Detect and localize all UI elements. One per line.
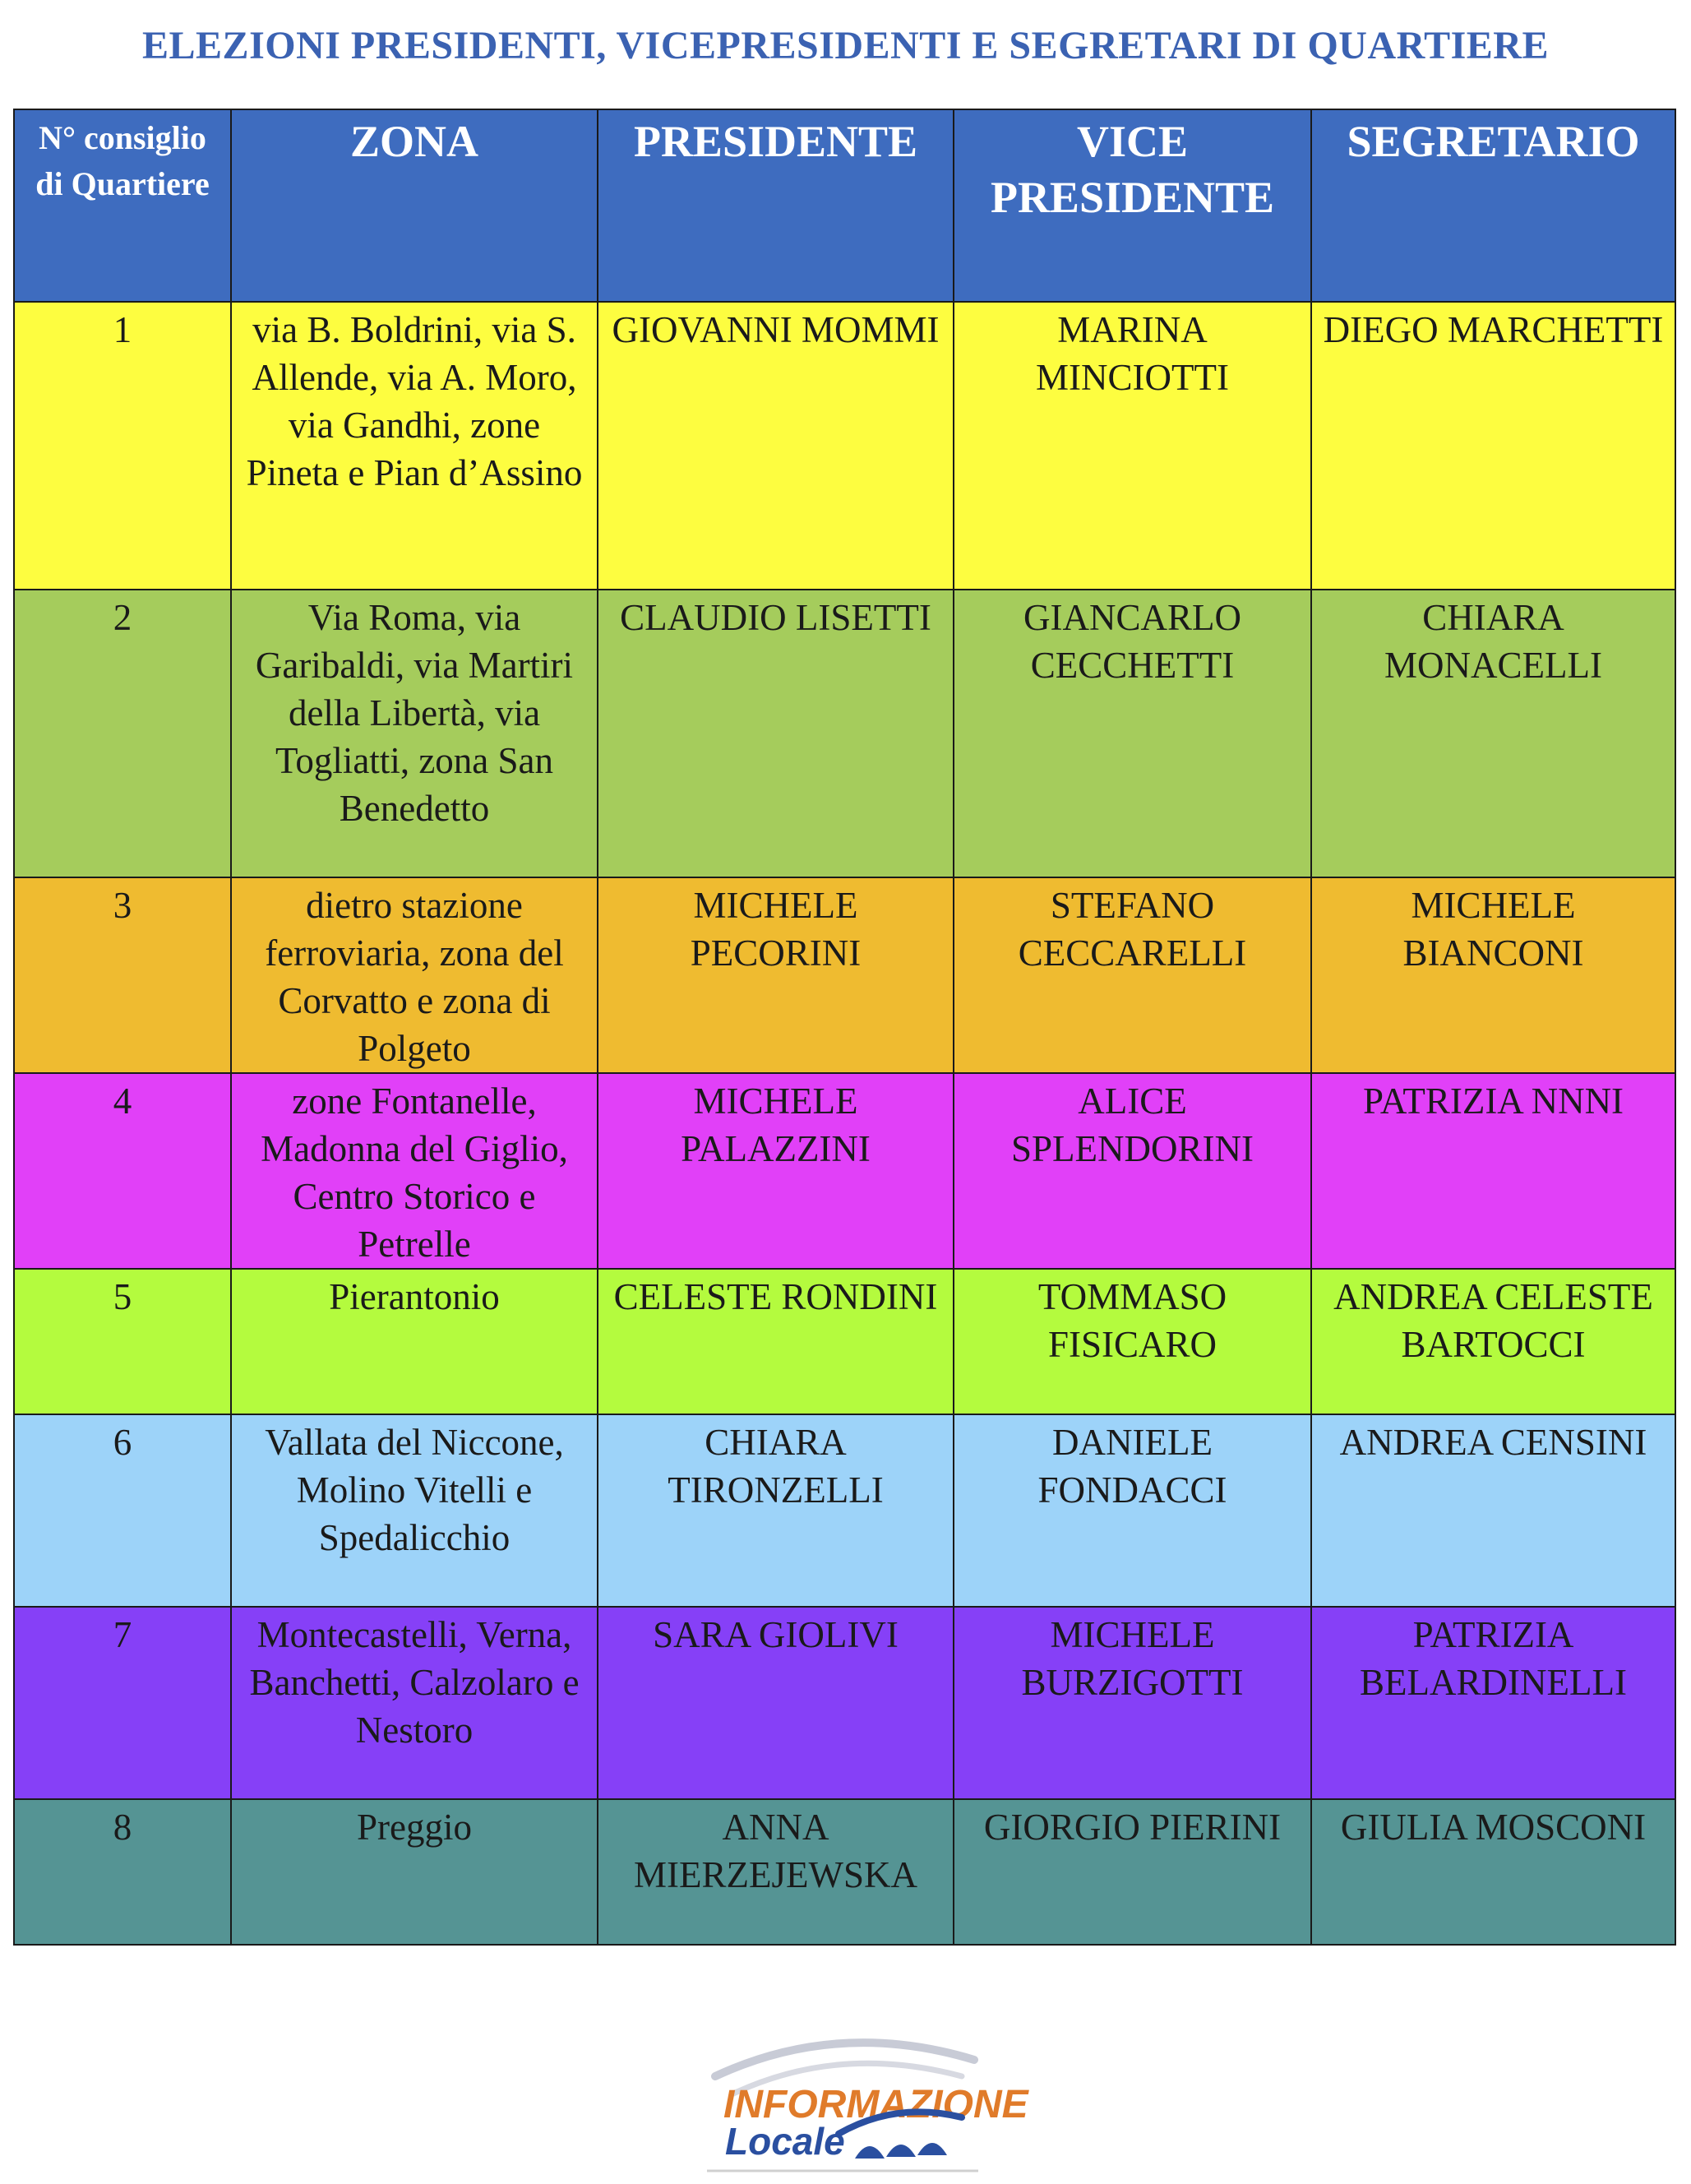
row-number: 6 <box>14 1414 231 1607</box>
segretario-cell: DIEGO MARCHETTI <box>1311 302 1675 590</box>
table-row <box>14 590 1675 877</box>
header-zona: ZONA <box>231 109 598 302</box>
row-number: 3 <box>14 877 231 1073</box>
presidente-cell: MICHELE PECORINI <box>598 877 954 1073</box>
zona-cell: Via Roma, via Garibaldi, via Martiri della Libertà, via Togliatti, zona San Benedetto <box>231 590 598 877</box>
zona-cell: Montecastelli, Verna, Banchetti, Calzolaro e Nestoro <box>231 1607 598 1799</box>
zona-cell: Preggio <box>231 1799 598 1945</box>
svg-text:INFORMAZIONE: INFORMAZIONE <box>723 2083 1028 2126</box>
zona-cell: via B. Boldrini, via S. Allende, via A. Moro, via Gandhi, zone Pineta e Pian d’Assino <box>231 302 598 590</box>
vice-presidente-cell: MICHELE BURZIGOTTI <box>954 1607 1311 1799</box>
presidente-cell: GIOVANNI MOMMI <box>598 302 954 590</box>
informazione-locale-logo <box>707 2019 1028 2175</box>
vice-presidente-cell: GIORGIO PIERINI <box>954 1799 1311 1945</box>
vice-presidente-cell: MARINA MINCIOTTI <box>954 302 1311 590</box>
zona-cell: Pierantonio <box>231 1269 598 1414</box>
vice-presidente-cell: TOMMASO FISICARO <box>954 1269 1311 1414</box>
vice-presidente-cell: ALICE SPLENDORINI <box>954 1073 1311 1269</box>
presidente-cell: ANNA MIERZEJEWSKA <box>598 1799 954 1945</box>
elections-table <box>13 109 1676 1946</box>
presidente-cell: MICHELE PALAZZINI <box>598 1073 954 1269</box>
table-row <box>14 1269 1675 1414</box>
segretario-cell: ANDREA CELESTE BARTOCCI <box>1311 1269 1675 1414</box>
svg-text:Locale: Locale <box>725 2120 845 2163</box>
table-row <box>14 1414 1675 1607</box>
table-row <box>14 302 1675 590</box>
table-body <box>14 302 1675 1945</box>
presidente-cell: SARA GIOLIVI <box>598 1607 954 1799</box>
segretario-cell: ANDREA CENSINI <box>1311 1414 1675 1607</box>
segretario-cell: GIULIA MOSCONI <box>1311 1799 1675 1945</box>
page-title: ELEZIONI PRESIDENTI, VICEPRESIDENTI E SEGRETARI DI QUARTIERE <box>142 24 1549 67</box>
row-number: 4 <box>14 1073 231 1269</box>
header-num-consiglio: N° consiglio di Quartiere <box>14 109 231 302</box>
zona-cell: dietro stazione ferroviaria, zona del Corvatto e zona di Polgeto <box>231 877 598 1073</box>
segretario-cell: CHIARA MONACELLI <box>1311 590 1675 877</box>
presidente-cell: CHIARA TIRONZELLI <box>598 1414 954 1607</box>
presidente-cell: CELESTE RONDINI <box>598 1269 954 1414</box>
table-row <box>14 1799 1675 1945</box>
row-number: 1 <box>14 302 231 590</box>
segretario-cell: PATRIZIA NNNI <box>1311 1073 1675 1269</box>
header-presidente: PRESIDENTE <box>598 109 954 302</box>
table-row <box>14 877 1675 1073</box>
presidente-cell: CLAUDIO LISETTI <box>598 590 954 877</box>
segretario-cell: PATRIZIA BELARDINELLI <box>1311 1607 1675 1799</box>
row-number: 7 <box>14 1607 231 1799</box>
zona-cell: zone Fontanelle, Madonna del Giglio, Centro Storico e Petrelle <box>231 1073 598 1269</box>
zona-cell: Vallata del Niccone, Molino Vitelli e Spedalicchio <box>231 1414 598 1607</box>
row-number: 5 <box>14 1269 231 1414</box>
table-row <box>14 1607 1675 1799</box>
vice-presidente-cell: DANIELE FONDACCI <box>954 1414 1311 1607</box>
table-header-row <box>14 109 1675 302</box>
segretario-cell: MICHELE BIANCONI <box>1311 877 1675 1073</box>
row-number: 2 <box>14 590 231 877</box>
vice-presidente-cell: GIANCARLO CECCHETTI <box>954 590 1311 877</box>
table-row <box>14 1073 1675 1269</box>
header-vice-presidente: VICE PRESIDENTE <box>954 109 1311 302</box>
header-segretario: SEGRETARIO <box>1311 109 1675 302</box>
row-number: 8 <box>14 1799 231 1945</box>
vice-presidente-cell: STEFANO CECCARELLI <box>954 877 1311 1073</box>
